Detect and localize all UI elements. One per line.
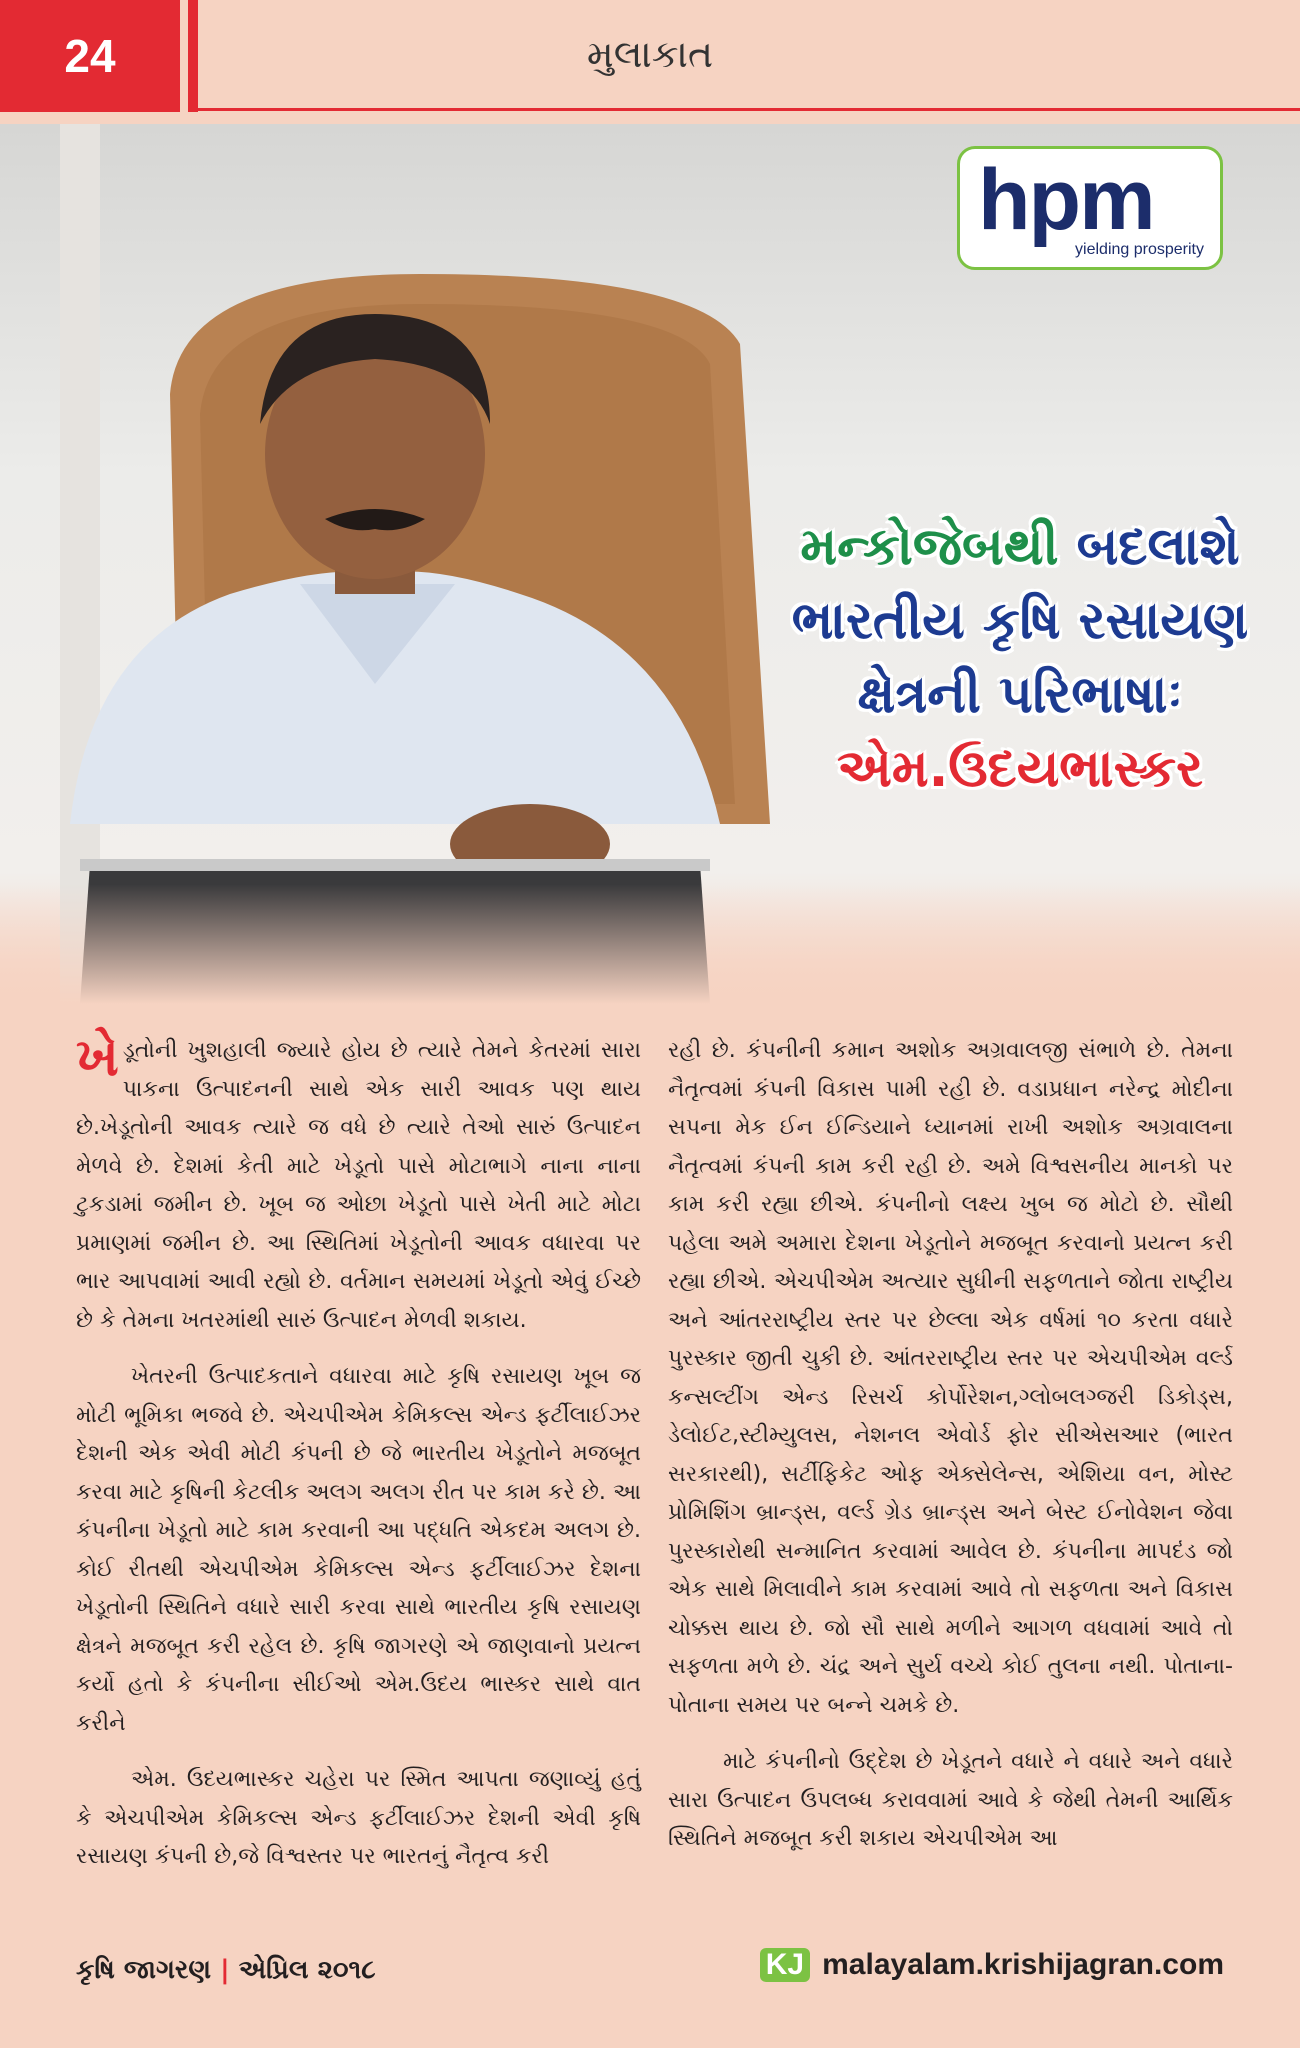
section-title: મુલાકાત [586,31,714,76]
header-divider [198,108,1300,111]
logo-word: hpm [978,152,1154,248]
footer-magazine-issue [76,1955,376,1986]
headline-byline: એમ.ઉદયભાસ્કર [837,739,1203,799]
page-header [0,0,1300,112]
footer-separator: | [220,1955,230,1985]
headline-line-1 [740,510,1300,584]
website-url[interactable]: malayalam.krishijagran.com [822,1948,1224,1981]
page-number: 24 [0,0,180,112]
issue-date: એપ્રિલ ૨૦૧૮ [238,1955,376,1985]
article-headline [740,510,1300,806]
headline-word-green: મન્કોજેબથી [800,517,1059,577]
hpm-logo [957,146,1223,270]
logo-tagline: yielding prosperity [1075,241,1204,258]
headline-line-2: ભારતીય કૃષિ રસાયણ [791,591,1249,651]
header-stripe [188,0,198,112]
article-paragraph [76,1028,641,1340]
headline-line-3: ક્ષેત્રની પરિભાષાઃ [857,665,1183,725]
article-paragraph: રહી છે. કંપનીની કમાન અશોક અગ્રવાલજી સંભાળે છે. તેમના નૈતૃત્વમાં કંપની વિકાસ પામી રહી છે. વડાપ્રધાન નરેન્દ્ર મોદીના સપના મેક ઈન ઈન્ડિયાને ધ્યાનમાં રાખી અશોક અગ્રવાલના નૈતૃત્વમાં કંપની કામ કરી રહી છે. અમે વિશ્વસનીય માનકો પર કામ કરી રહ્યા છીએ. કંપનીનો લક્ષ્ય ખુબ જ મોટો છે. સૌથી પહેલા અમે અમારા દેશના ખેડૂતોને મજબૂત કરવાનો પ્રયત્ન કરી રહ્યા છીએ. એચપીએમ અત્યાર સુધીની સફળતાને જોતા રાષ્ટ્રીય અને આંતરરાષ્ટ્રીય સ્તર પર છેલ્લા એક વર્ષમાં ૧૦ કરતા વધારે પુરસ્કાર જીતી ચુકી છે. આંતરરાષ્ટ્રીય સ્તર પર એચપીએમ વર્લ્ડ કન્સલ્ટીંગ એન્ડ રિસર્ચ કોર્પોરેશન,ગ્લોબલગ્જરી ડિકોડ્સ, ડેલોઈટ,સ્ટીમ્યુલસ, નેશનલ એવોર્ડ ફોર સીએસઆર (ભારત સરકારથી), સર્ટીફિકેટ ઓફ એક્સેલેન્સ, એશિયા વન, મોસ્ટ પ્રોમિશિંગ બ્રાન્ડ્સ, વર્લ્ડ ગ્રેડ બ્રાન્ડ્સ અને બેસ્ટ ઈનોવેશન જેવા પુરસ્કારોથી સન્માનિત કરવામાં આવેલ છે. કંપનીના માપદંડ જો એક સાથે મિલાવીને કામ કરવામાં આવે તો સફળતા અને વિકાસ ચોક્કસ થાય છે. જો સૌ સાથે મળીને આગળ વધવામાં આવે તો સફળતા મળે છે. ચંદ્ર અને સુર્ય વચ્ચે કોઈ તુલના નથી. પોતાના-પોતાના સમય પર બન્ને ચમકે છે. [668,1038,1233,1718]
article-column-left [76,1028,641,1895]
footer-website [760,1948,1224,1982]
article-column-right [668,1032,1233,1877]
headline-word-blue: બદલાશે [1076,517,1240,577]
photo-fade [0,884,1300,1004]
drop-cap: ખે [76,1028,119,1088]
paragraph-text: ડૂતોની ખુશહાલી જ્યારે હોય છે ત્યારે તેમને કેતરમાં સારા પાકના ઉત્પાદનની સાથે એક સારી આવક પણ થાય છે.ખેડૂતોની આવક ત્યારે જ વધે છે ત્યારે તેઓ સારું ઉત્પાદન મેળવે છે. દેશમાં કેતી માટે ખેડૂતો પાસે મોટાભાગે નાના નાના ટુકડામાં જમીન છે. ખૂબ જ ઓછા ખેડૂતો પાસે ખેતી માટે મોટા પ્રમાણમાં જમીન છે. આ સ્થિતિમાં ખેડૂતોની આવક વધારવા પર ભાર આપવામાં આવી રહ્યો છે. વર્તમાન સમયમાં ખેડૂતો એવું ઈચ્છે છે કે તેમના ખતરમાંથી સારું ઉત્પાદન મેળવી શકાય. [76,1038,641,1333]
article-paragraph: એમ. ઉદયભાસ્કર ચહેરા પર સ્મિત આપતા જણાવ્યું હતું કે એચપીએમ કેમિકલ્સ એન્ડ ફર્ટીલાઈઝર દેશની એવી કૃષિ રસાયણ કંપની છે,જે વિશ્વસ્તર પર ભારતનું નૈતૃત્વ કરી [76,1767,641,1869]
article-paragraph: માટે કંપનીનો ઉદ્દેશ છે ખેડૂતને વધારે ને વધારે અને વધારે સારા ઉત્પાદન ઉપલબ્ધ કરાવવામાં આવે કે જેથી તેમની આર્થિક સ્થિતિને મજબૂત કરી શકાય એચપીએમ આ [668,1749,1233,1851]
magazine-name: કૃષિ જાગરણ [76,1955,212,1985]
article-paragraph: ખેતરની ઉત્પાદકતાને વધારવા માટે કૃષિ રસાયણ ખૂબ જ મોટી ભૂમિકા ભજવે છે. એચપીએમ કેમિકલ્સ એન્ડ ફર્ટીલાઈઝર દેશની એક એવી મોટી કંપની છે જે ભારતીય ખેડૂતોને મજબૂત કરવા માટે કૃષિની કેટલીક અલગ અલગ રીત પર કામ કરે છે. આ કંપનીના ખેડૂતો માટે કામ કરવાની આ પદ્ધતિ એકદમ અલગ છે. કોઈ રીતથી એચપીએમ કેમિકલ્સ એન્ડ ફર્ટીલાઈઝર દેશના ખેડૂતોની સ્થિતિને વધારે સારી કરવા સાથે ભારતીય કૃષિ રસાયણ ક્ષેત્રને મજબૂત કરી રહેલ છે. કૃષિ જાગરણે એ જાણવાનો પ્રયત્ન કર્યો હતો કે કંપનીના સીઈઓ એમ.ઉદય ભાસ્કર સાથે વાત કરીને [76,1364,641,1736]
kj-logo-icon: KJ [760,1948,810,1982]
